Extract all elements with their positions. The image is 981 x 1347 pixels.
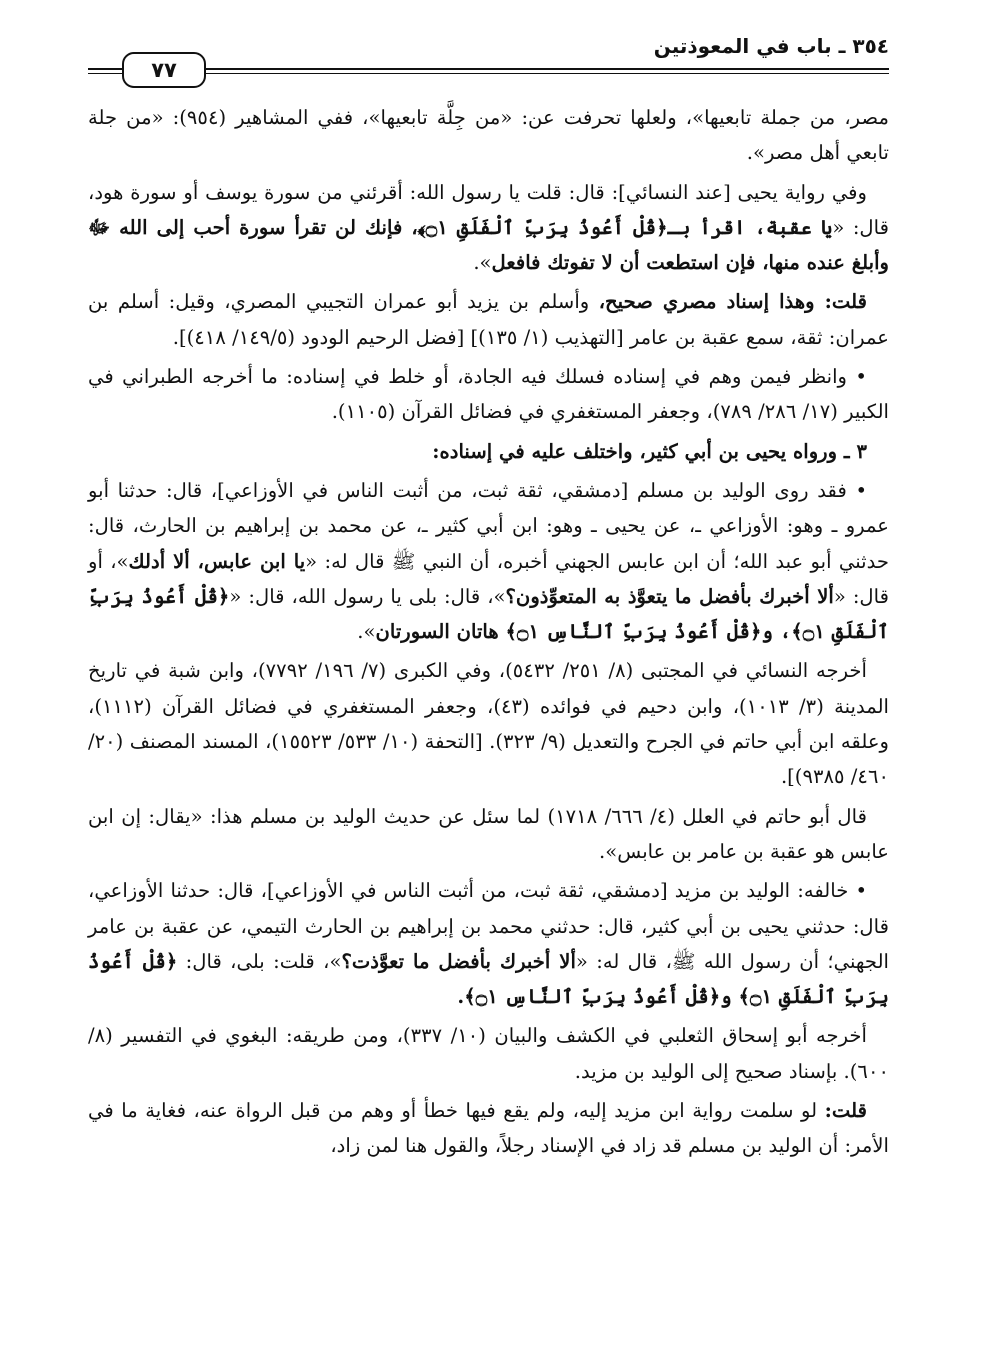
paragraph-p2	[88, 175, 889, 281]
text-segment: وأسلم بن يزيد أبو عمران التجيبي المصري، وقيل: أسلم بن عمران: ثقة، سمع عقبة بن عامر [التهذيب (١/ ١٣٥)] [فضل الرحيم الودود (١٤٩/٥/ ٤١٨)].	[88, 290, 889, 349]
text-segment: أخرجه أبو إسحاق الثعلبي في الكشف والبيان (١٠/ ٣٣٧)، ومن طريقه: البغوي في التفسير (٨/ ٦٠٠). بإسناد صحيح إلى الوليد بن مزيد.	[88, 1024, 889, 1083]
text-segment: وفي رواية يحيى [عند النسائي]: قال: قلت يا رسول الله: أقرئني من سورة يوسف أو سورة هود، قال: «	[88, 180, 890, 239]
bold-text: ﴿قُلْ أَعُوذُ بِرَبِّ ٱلْفَلَقِ ۝١﴾ و﴿قُلْ أَعُوذُ بِرَبِّ ٱلنَّاسِ ۝١﴾.	[88, 949, 889, 1009]
paragraph-p9	[88, 873, 889, 1014]
page-body	[88, 100, 889, 1168]
bold-text: يا ابن عابس، ألا أدلك	[128, 549, 306, 573]
bold-text: قلت: وهذا إسناد مصري صحيح،	[598, 290, 867, 314]
text-segment: أخرجه النسائي في المجتبى (٨/ ٢٥١/ ٥٤٣٢)، وفي الكبرى (٧/ ١٩٦/ ٧٧٩٢)، وابن شبة في تاريخ المدينة (٣/ ١٠١٣)، وابن دحيم في فوائده (٤٣)، وجعفر المستغفري في فضائل القرآن (١١١٢)، وعلقه ابن أبي حاتم في الجرح والتعديل (٩/ ٣٢٣). [التحفة (١٠/ ٥٣٣/ ١٥٥٢٣)، المسند المصنف (٢٠/ ٤٦٠/ ٩٣٨٥)].	[88, 659, 889, 789]
paragraph-p8	[88, 799, 889, 870]
bold-text: ألا أخبرك بأفضل ما تعوَّذت؟	[341, 949, 576, 973]
paragraph-p4	[88, 359, 889, 430]
text-segment: • وانظر فيمن وهم في إسناده فسلك فيه الجادة، أو خلط في إسناده: ما أخرجه الطبراني في الكبير (١٧/ ٢٨٦/ ٧٨٩)، وجعفر المستغفري في فضائل القرآن (١١٠٥).	[88, 365, 889, 424]
paragraph-p10	[88, 1018, 889, 1089]
paragraph-p5	[88, 434, 889, 469]
text-segment: ».	[357, 620, 376, 644]
text-segment: »، قلت: بلى، قال:	[177, 949, 342, 973]
page-header	[88, 26, 889, 82]
text-segment: لو سلمت رواية ابن مزيد إليه، ولم يقع فيها خطأ أو وهم من قبل الرواة عنه، فغاية ما في الأمر: أن الوليد بن مسلم قد زاد في الإسناد رجلاً، والقول هنا لمن زاد،	[88, 1099, 889, 1158]
paragraph-p1	[88, 100, 889, 171]
bold-text: ألا أخبرك بأفضل ما يتعوَّذ به المتعوِّذون؟	[505, 584, 834, 608]
bold-text: ٣ ـ ورواه يحيى بن أبي كثير، واختلف عليه في إسناده:	[432, 439, 867, 463]
hadith-number-badge: ٧٧	[122, 52, 206, 88]
bold-text: قلت:	[824, 1099, 867, 1123]
header-rule-left-thick	[88, 68, 124, 70]
paragraph-p7	[88, 653, 889, 794]
text-segment: قال أبو حاتم في العلل (٤/ ٦٦٦/ ١٧١٨) لما سئل عن حديث الوليد بن مسلم هذا: «يقال: إن ابن عابس هو عقبة بن عامر بن عابس».	[88, 804, 889, 863]
paragraph-p3	[88, 284, 889, 355]
text-segment: • فقد روى الوليد بن مسلم [دمشقي، ثقة ثبت، من أثبت الناس في الأوزاعي]، قال: حدثنا أبو عمرو ـ وهو: الأوزاعي ـ، عن يحيى ـ وهو: ابن أبي كثير ـ، عن محمد بن إبراهيم بن الحارث، قال: حدثني أبو عبد الله؛ أن ابن عابس الجهني أخبره، أن النبي ﷺ قال له: «	[88, 478, 889, 573]
header-rule-thick	[206, 68, 889, 70]
text-segment: • خالفه: الوليد بن مزيد [دمشقي، ثقة ثبت، من أثبت الناس في الأوزاعي]، قال: حدثنا الأوزاعي، قال: حدثني يحيى بن أبي كثير، قال: حدثني محمد بن إبراهيم بن الحارث التيمي، عن عقبة بن عامر الجهني؛ أن رسول الله ﷺ، قال له: «	[88, 879, 889, 973]
paragraph-p11	[88, 1093, 889, 1164]
text-segment: »، أو قال: «	[88, 549, 890, 608]
running-head: ٣٥٤ ـ باب في المعوذتين	[653, 34, 889, 58]
text-segment: ».	[473, 251, 492, 275]
paragraph-p6	[88, 473, 889, 649]
text-segment: مصر، من جملة تابعيها»، ولعلها تحرفت عن: «من جِلَّة تابعيها»، ففي المشاهير (٩٥٤): «من جلة تابعي أهل مصر».	[88, 106, 889, 165]
bold-text: يا عقبة، اقرأ بـ﴿قُلْ أَعُوذُ بِرَبِّ ٱلْفَلَقِ ۝١﴾، فإنك لن تقرأ سورة أحب إلى الله ﷻ وأبلغ عنده منها، فإن استطعت أن لا تفوتك فافعل	[88, 215, 889, 275]
text-segment: »، قال: بلى يا رسول الله، قال: «	[229, 584, 506, 608]
header-rule-thin	[206, 73, 889, 74]
header-rule-left-thin	[88, 73, 124, 74]
bold-text: ﴿قُلْ أَعُوذُ بِرَبِّ ٱلْفَلَقِ ۝١﴾، و﴿قُلْ أَعُوذُ بِرَبِّ ٱلنَّاسِ ۝١﴾ هاتان السورتان	[88, 584, 889, 644]
